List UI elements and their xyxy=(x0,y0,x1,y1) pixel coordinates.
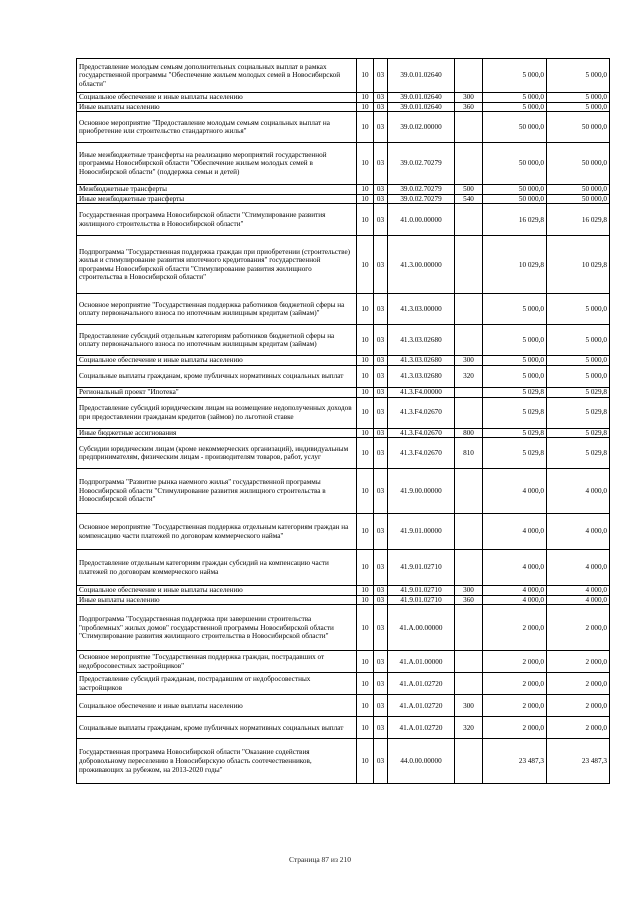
table-row xyxy=(77,739,610,784)
amount-year-2: 2 000,0 xyxy=(547,695,610,717)
row-name: Основное мероприятие "Предоставление молодым семьям социальных выплат на приобретение или строительство стандартного жилья" xyxy=(77,112,357,143)
amount-year-2: 2 000,0 xyxy=(547,605,610,651)
section-code: 10 xyxy=(357,236,374,294)
amount-year-1: 5 000,0 xyxy=(483,294,547,325)
amount-year-2: 50 000,0 xyxy=(547,194,610,204)
row-name: Иные выплаты населению xyxy=(77,595,357,605)
target-article-code: 39.0.02.00000 xyxy=(388,112,455,143)
row-name: Субсидии юридическим лицам (кроме некоммерческих организаций), индивидуальным предпринимателям, физическим лицам - производителям товаров, работ, услуг xyxy=(77,438,357,469)
target-article-code: 41.9.01.02710 xyxy=(388,586,455,596)
expense-type-code xyxy=(455,387,483,397)
subsection-code: 03 xyxy=(374,438,388,469)
amount-year-2: 5 000,0 xyxy=(547,356,610,366)
row-name: Подпрограмма "Государственная поддержка граждан при приобретении (строительстве) жилья и стимулирование развития ипотечного кредитования" государственной программы Новосибирской области "Стимулирование развития жилищного строительства в Новосибирской области" xyxy=(77,236,357,294)
target-article-code: 41.3.F4.02670 xyxy=(388,428,455,438)
target-article-code: 41.А.01.02720 xyxy=(388,717,455,739)
section-code: 10 xyxy=(357,112,374,143)
amount-year-1: 23 487,3 xyxy=(483,739,547,784)
expense-type-code xyxy=(455,204,483,236)
amount-year-1: 2 000,0 xyxy=(483,651,547,673)
subsection-code: 03 xyxy=(374,651,388,673)
amount-year-2: 50 000,0 xyxy=(547,112,610,143)
row-name: Предоставление субсидий гражданам, пострадавшим от недобросовестных застройщиков xyxy=(77,673,357,695)
row-name: Иные межбюджетные трансферты на реализацию мероприятий государственной программы Новосибирской области "Обеспечение жильем молодых семей в Новосибирской области" (поддержка семьи и детей) xyxy=(77,143,357,185)
amount-year-2: 5 029,8 xyxy=(547,438,610,469)
subsection-code: 03 xyxy=(374,143,388,185)
table-body xyxy=(77,59,610,784)
table-row xyxy=(77,59,610,93)
section-code: 10 xyxy=(357,204,374,236)
amount-year-2: 5 000,0 xyxy=(547,93,610,103)
expense-type-code: 810 xyxy=(455,438,483,469)
target-article-code: 41.А.01.00000 xyxy=(388,651,455,673)
table-row xyxy=(77,428,610,438)
table-row xyxy=(77,294,610,325)
target-article-code: 41.3.F4.02670 xyxy=(388,397,455,428)
table-row xyxy=(77,651,610,673)
subsection-code: 03 xyxy=(374,550,388,586)
expense-type-code: 500 xyxy=(455,185,483,195)
amount-year-1: 4 000,0 xyxy=(483,514,547,550)
amount-year-1: 5 029,8 xyxy=(483,438,547,469)
amount-year-1: 2 000,0 xyxy=(483,673,547,695)
amount-year-1: 5 000,0 xyxy=(483,356,547,366)
expense-type-code xyxy=(455,739,483,784)
section-code: 10 xyxy=(357,143,374,185)
section-code: 10 xyxy=(357,695,374,717)
amount-year-1: 50 000,0 xyxy=(483,143,547,185)
row-name: Подпрограмма "Государственная поддержка при завершении строительства "проблемных" жилых домов" государственной программы Новосибирской области "Стимулирование развития жилищного строительства в Новосибирской области" xyxy=(77,605,357,651)
table-row xyxy=(77,550,610,586)
target-article-code: 41.9.01.02710 xyxy=(388,595,455,605)
subsection-code: 03 xyxy=(374,387,388,397)
amount-year-2: 5 000,0 xyxy=(547,325,610,356)
target-article-code: 41.0.00.00000 xyxy=(388,204,455,236)
table-row xyxy=(77,325,610,356)
table-row xyxy=(77,365,610,387)
table-row xyxy=(77,102,610,112)
subsection-code: 03 xyxy=(374,673,388,695)
amount-year-2: 50 000,0 xyxy=(547,143,610,185)
amount-year-2: 5 000,0 xyxy=(547,294,610,325)
amount-year-1: 5 029,8 xyxy=(483,428,547,438)
row-name: Социальное обеспечение и иные выплаты населению xyxy=(77,356,357,366)
expense-type-code xyxy=(455,550,483,586)
target-article-code: 41.А.01.02720 xyxy=(388,695,455,717)
amount-year-2: 5 029,8 xyxy=(547,387,610,397)
subsection-code: 03 xyxy=(374,185,388,195)
table-row xyxy=(77,236,610,294)
expense-type-code xyxy=(455,143,483,185)
section-code: 10 xyxy=(357,673,374,695)
section-code: 10 xyxy=(357,514,374,550)
amount-year-1: 16 029,8 xyxy=(483,204,547,236)
amount-year-2: 4 000,0 xyxy=(547,595,610,605)
target-article-code: 39.0.02.70279 xyxy=(388,194,455,204)
expense-type-code: 300 xyxy=(455,356,483,366)
subsection-code: 03 xyxy=(374,112,388,143)
row-name: Основное мероприятие "Государственная поддержка граждан, пострадавших от недобросовестных застройщиков" xyxy=(77,651,357,673)
expense-type-code xyxy=(455,514,483,550)
section-code: 10 xyxy=(357,356,374,366)
table-row xyxy=(77,397,610,428)
expense-type-code: 320 xyxy=(455,365,483,387)
expense-type-code xyxy=(455,325,483,356)
expense-type-code: 320 xyxy=(455,717,483,739)
row-name: Социальное обеспечение и иные выплаты населению xyxy=(77,93,357,103)
page-footer: Страница 87 из 210 xyxy=(288,855,352,864)
amount-year-2: 5 000,0 xyxy=(547,365,610,387)
section-code: 10 xyxy=(357,325,374,356)
table-row xyxy=(77,387,610,397)
amount-year-2: 2 000,0 xyxy=(547,651,610,673)
amount-year-2: 5 029,8 xyxy=(547,428,610,438)
subsection-code: 03 xyxy=(374,102,388,112)
amount-year-1: 5 000,0 xyxy=(483,325,547,356)
expense-type-code: 300 xyxy=(455,586,483,596)
target-article-code: 41.3.03.02680 xyxy=(388,365,455,387)
expense-type-code: 360 xyxy=(455,595,483,605)
target-article-code: 39.0.01.02640 xyxy=(388,93,455,103)
row-name: Социальные выплаты гражданам, кроме публичных нормативных социальных выплат xyxy=(77,365,357,387)
amount-year-1: 2 000,0 xyxy=(483,605,547,651)
row-name: Социальные выплаты гражданам, кроме публичных нормативных социальных выплат xyxy=(77,717,357,739)
amount-year-1: 5 000,0 xyxy=(483,102,547,112)
amount-year-1: 4 000,0 xyxy=(483,586,547,596)
row-name: Основное мероприятие "Государственная поддержка работников бюджетной сферы на оплату первоначального взноса по ипотечным жилищным кредитам (займам)" xyxy=(77,294,357,325)
subsection-code: 03 xyxy=(374,695,388,717)
section-code: 10 xyxy=(357,605,374,651)
amount-year-1: 4 000,0 xyxy=(483,469,547,514)
section-code: 10 xyxy=(357,595,374,605)
row-name: Иные выплаты населению xyxy=(77,102,357,112)
subsection-code: 03 xyxy=(374,325,388,356)
target-article-code: 41.А.00.00000 xyxy=(388,605,455,651)
amount-year-1: 5 000,0 xyxy=(483,59,547,93)
target-article-code: 41.А.01.02720 xyxy=(388,673,455,695)
amount-year-2: 50 000,0 xyxy=(547,185,610,195)
target-article-code: 41.9.01.02710 xyxy=(388,550,455,586)
expense-type-code xyxy=(455,294,483,325)
subsection-code: 03 xyxy=(374,194,388,204)
section-code: 10 xyxy=(357,469,374,514)
target-article-code: 39.0.02.70279 xyxy=(388,143,455,185)
table-row xyxy=(77,717,610,739)
row-name: Социальное обеспечение и иные выплаты населению xyxy=(77,695,357,717)
subsection-code: 03 xyxy=(374,236,388,294)
target-article-code: 41.3.F4.02670 xyxy=(388,438,455,469)
amount-year-1: 5 000,0 xyxy=(483,93,547,103)
amount-year-2: 23 487,3 xyxy=(547,739,610,784)
subsection-code: 03 xyxy=(374,397,388,428)
table-row xyxy=(77,93,610,103)
expense-type-code: 540 xyxy=(455,194,483,204)
amount-year-1: 2 000,0 xyxy=(483,717,547,739)
target-article-code: 39.0.02.70279 xyxy=(388,185,455,195)
expense-type-code xyxy=(455,236,483,294)
row-name: Предоставление субсидий юридическим лицам на возмещение недополученных доходов при предоставлении гражданам кредитов (займов) по льготной ставке xyxy=(77,397,357,428)
amount-year-1: 50 000,0 xyxy=(483,185,547,195)
expense-type-code xyxy=(455,469,483,514)
target-article-code: 41.9.01.00000 xyxy=(388,514,455,550)
subsection-code: 03 xyxy=(374,294,388,325)
section-code: 10 xyxy=(357,59,374,93)
row-name: Межбюджетные трансферты xyxy=(77,185,357,195)
amount-year-1: 4 000,0 xyxy=(483,595,547,605)
amount-year-2: 2 000,0 xyxy=(547,673,610,695)
table-row xyxy=(77,194,610,204)
table-row xyxy=(77,673,610,695)
table-row xyxy=(77,586,610,596)
subsection-code: 03 xyxy=(374,59,388,93)
table-row xyxy=(77,112,610,143)
amount-year-1: 50 000,0 xyxy=(483,194,547,204)
section-code: 10 xyxy=(357,739,374,784)
row-name: Государственная программа Новосибирской области "Оказание содействия добровольному переселению в Новосибирскую область соотечественников, проживающих за рубежом, на 2013-2020 годы" xyxy=(77,739,357,784)
row-name: Предоставление молодым семьям дополнительных социальных выплат в рамках государственной программы "Обеспечение жильем молодых семей в Новосибирской области" xyxy=(77,59,357,93)
target-article-code: 41.3.03.02680 xyxy=(388,356,455,366)
expense-type-code xyxy=(455,673,483,695)
amount-year-2: 5 000,0 xyxy=(547,102,610,112)
section-code: 10 xyxy=(357,93,374,103)
expense-type-code xyxy=(455,112,483,143)
amount-year-1: 4 000,0 xyxy=(483,550,547,586)
subsection-code: 03 xyxy=(374,356,388,366)
section-code: 10 xyxy=(357,294,374,325)
budget-table xyxy=(76,58,610,784)
table-row xyxy=(77,695,610,717)
section-code: 10 xyxy=(357,438,374,469)
expense-type-code: 360 xyxy=(455,102,483,112)
section-code: 10 xyxy=(357,387,374,397)
subsection-code: 03 xyxy=(374,605,388,651)
target-article-code: 44.0.00.00000 xyxy=(388,739,455,784)
subsection-code: 03 xyxy=(374,204,388,236)
subsection-code: 03 xyxy=(374,428,388,438)
expense-type-code: 300 xyxy=(455,93,483,103)
target-article-code: 39.0.01.02640 xyxy=(388,102,455,112)
section-code: 10 xyxy=(357,365,374,387)
row-name: Государственная программа Новосибирской области "Стимулирование развития жилищного строительства в Новосибирской области" xyxy=(77,204,357,236)
expense-type-code xyxy=(455,605,483,651)
subsection-code: 03 xyxy=(374,93,388,103)
row-name: Подпрограмма "Развитие рынка наемного жилья" государственной программы Новосибирской области "Стимулирование развития жилищного строительства в Новосибирской области" xyxy=(77,469,357,514)
amount-year-1: 2 000,0 xyxy=(483,695,547,717)
amount-year-2: 4 000,0 xyxy=(547,586,610,596)
amount-year-1: 5 029,8 xyxy=(483,387,547,397)
table-row xyxy=(77,185,610,195)
section-code: 10 xyxy=(357,102,374,112)
amount-year-1: 5 000,0 xyxy=(483,365,547,387)
amount-year-1: 5 029,8 xyxy=(483,397,547,428)
subsection-code: 03 xyxy=(374,586,388,596)
table-row xyxy=(77,514,610,550)
row-name: Предоставление отдельным категориям граждан субсидий на компенсацию части платежей по договорам коммерческого найма xyxy=(77,550,357,586)
expense-type-code xyxy=(455,651,483,673)
expense-type-code xyxy=(455,59,483,93)
expense-type-code: 300 xyxy=(455,695,483,717)
subsection-code: 03 xyxy=(374,365,388,387)
amount-year-2: 4 000,0 xyxy=(547,550,610,586)
amount-year-2: 5 029,8 xyxy=(547,397,610,428)
subsection-code: 03 xyxy=(374,595,388,605)
table-row xyxy=(77,204,610,236)
table-row xyxy=(77,605,610,651)
row-name: Иные бюджетные ассигнования xyxy=(77,428,357,438)
section-code: 10 xyxy=(357,428,374,438)
expense-type-code: 800 xyxy=(455,428,483,438)
section-code: 10 xyxy=(357,586,374,596)
amount-year-1: 50 000,0 xyxy=(483,112,547,143)
subsection-code: 03 xyxy=(374,514,388,550)
target-article-code: 41.3.F4.00000 xyxy=(388,387,455,397)
target-article-code: 41.9.00.00000 xyxy=(388,469,455,514)
row-name: Социальное обеспечение и иные выплаты населению xyxy=(77,586,357,596)
section-code: 10 xyxy=(357,185,374,195)
table-row xyxy=(77,469,610,514)
target-article-code: 41.3.00.00000 xyxy=(388,236,455,294)
table-row xyxy=(77,143,610,185)
table-row xyxy=(77,595,610,605)
amount-year-2: 16 029,8 xyxy=(547,204,610,236)
expense-type-code xyxy=(455,397,483,428)
row-name: Предоставление субсидий отдельным категориям работников бюджетной сферы на оплату первоначального взноса по ипотечным жилищным кредитам (займам) xyxy=(77,325,357,356)
subsection-code: 03 xyxy=(374,469,388,514)
amount-year-2: 10 029,8 xyxy=(547,236,610,294)
section-code: 10 xyxy=(357,717,374,739)
row-name: Иные межбюджетные трансферты xyxy=(77,194,357,204)
section-code: 10 xyxy=(357,651,374,673)
amount-year-1: 10 029,8 xyxy=(483,236,547,294)
subsection-code: 03 xyxy=(374,739,388,784)
amount-year-2: 2 000,0 xyxy=(547,717,610,739)
section-code: 10 xyxy=(357,397,374,428)
target-article-code: 41.3.03.02680 xyxy=(388,325,455,356)
subsection-code: 03 xyxy=(374,717,388,739)
row-name: Основное мероприятие "Государственная поддержка отдельным категориям граждан на компенсацию части платежей по договорам коммерческого найма" xyxy=(77,514,357,550)
amount-year-2: 4 000,0 xyxy=(547,514,610,550)
amount-year-2: 4 000,0 xyxy=(547,469,610,514)
amount-year-2: 5 000,0 xyxy=(547,59,610,93)
row-name: Региональный проект "Ипотека" xyxy=(77,387,357,397)
section-code: 10 xyxy=(357,194,374,204)
section-code: 10 xyxy=(357,550,374,586)
table-row xyxy=(77,356,610,366)
target-article-code: 41.3.03.00000 xyxy=(388,294,455,325)
table-row xyxy=(77,438,610,469)
target-article-code: 39.0.01.02640 xyxy=(388,59,455,93)
